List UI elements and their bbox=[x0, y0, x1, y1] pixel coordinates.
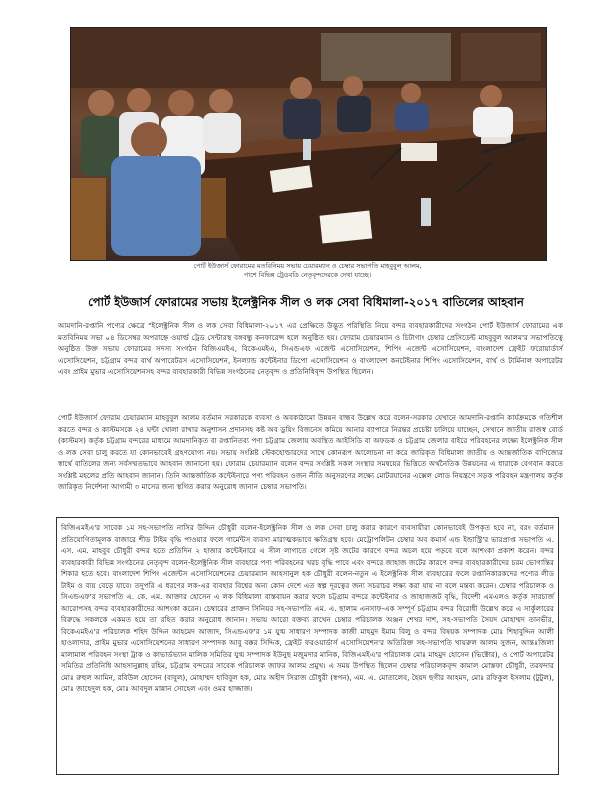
meeting-photo bbox=[70, 27, 547, 261]
caption-line-2: পাশে বিভিন্ন ট্রেডবডি নেতৃবৃন্দদেরকে দেখা যাচ্ছে। bbox=[243, 271, 372, 279]
photo-caption bbox=[70, 262, 545, 280]
meeting-photo-illustration bbox=[71, 28, 546, 260]
paragraph-2: পোর্ট ইউজার্স ফোরাম চেয়ারম্যান মাহবুবুল আলম বর্তমান সরকারকে ব্যবসা ও অবকাঠামো উন্নয়ন বান্ধব উল্লেখ করে বলেন-সরকার যেখানে আমদানি-রপ্তানি কার্যক্রমকে গতিশীল করতে বন্দর ও কাস্টমসকে ২৪ ঘন্টা খোলা রাখার অনুশাসন প্রদানসহ কষ্ট অব ডুয়িং বিজনেস কমিয়ে আনার ব্যাপারে নিরন্তর প্রচেষ্টা চালিয়ে যাচ্ছেন, সেখানে জাতীয় রাজস্ব বোর্ড (কাস্টমস) কর্তৃক চট্টগ্রাম বন্দরের মাধ্যমে আমদানিকৃত বা রপ্তানিতব্য পণ্য চট্টগ্রাম জেলায় অবস্থিত আইসিডি বা অফডক ও চট্টগ্রাম জেলার বাইরে পরিবহনের লক্ষ্যে ইলেক্ট্রনিক সীল ও লক সেবা চালু করতে যা কোনভাবেই গ্রহণযোগ্য নয়। সভায় সংশ্লিষ্ট স্টেকহোল্ডারদের সাথে কোনরূপ আলোচনা না করে জারিকৃত বিধিমালা জাতীয় ও আন্তর্জাতিক বাণিজ্যের স্বার্থে বাতিলের জন্য সর্বসম্মতভাবে আহবান জানানো হয়। ফোরাম চেয়ারম্যান বলেন বন্দর সংশ্লিষ্ট সকল সংস্থার সমন্বয়ের ভিত্তিতে অর্থনৈতিক উন্নয়নের এ ধারাকে বেগবান করতে সংশ্লিষ্ট মহলের প্রতি আহবান জানান। তিনি আন্তর্জাতিক কন্টেইনারে পণ্য পরিবহন ওজন নীতি অনুসরণের লক্ষ্যে মোটরযানের এক্সেল লোড নিয়ন্ত্রণে সড়ক পরিবহন মন্ত্রণালয় কর্তৃক জারিকৃত নির্দেশনা আগামী ৩ মাসের জন্য স্থগিত করার অনুরোধ জানান চেম্বার সভাপতি। bbox=[58, 413, 563, 491]
caption-line-1: পোর্ট ইউজার্স ফোরামের মতবিনিময় সভায় চেয়ারম্যান ও চেম্বার সভাপতি মাহবুবুল আলম, bbox=[193, 262, 422, 270]
article-headline: পোর্ট ইউজার্স ফোরামের সভায় ইলেক্ট্রনিক সীল ও লক সেবা বিধিমালা-২০১৭ বাতিলের আহবান bbox=[88, 295, 524, 309]
paragraph-3: বিজিএমইএ'র সাবেক ১ম সহ-সভাপতি নাসির উদ্দিন চৌধুরী বলেন-ইলেক্ট্রনিক সীল ও লক সেবা চালু করার কারণে ব্যবসায়ীরা কোনভাবেই উপকৃত হবে না, বরং বর্তমান প্রতিযোগিতামূলক বাজারে শীড টাইম বৃদ্ধি পাওয়ার ফলে গার্মেন্টস ব্যবসা মারাত্মকভাবে ক্ষতিগ্রস্থ হবে। মেট্রোপলিটন চেম্বার অব কমার্স এন্ড ইন্ডাস্ট্রি'র ভারপ্রাপ্ত সভাপতি এ. এস. এম. মাহবুব চৌধুরী বন্দর হতে প্রতিদিন ২ হাজার কন্টেইনারে এ সীল লাগাতে গেলে সৃষ্ট জটের কারণে বন্দর অচল হয়ে পড়বে বলে আশংকা প্রকাশ করেন। বন্দর ব্যবহারকারী বিভিন্ন সংগঠনের নেতৃবৃন্দ বলেন-ইলেক্ট্রনিক সীল ব্যবহারে পণ্য পরিবহনের খরচ বৃদ্ধি পাবে এবং বন্দরে জাহাজ জটের কারণে বন্দর ব্যবহারকারীদের চরম ভোগান্তির শিকার হতে হবে। বাংলাদেশ শিপিং এজেন্টস এসোসিয়েশনের চেয়ারম্যান আহসানুল হক চৌধুরী বলেন-নতুন এ ইলেক্ট্রনিক সীল ব্যবহারের ফলে রপ্তানিকারকদের পণ্যের লীড টাইম ও ব্যয় বেড়ে যাবে। তদুপরি এ ধরণের লক-এর ব্যবহার বিশ্বের অন্য কোন দেশে এত স্বল্প দূরত্বের জন্য সচরাচর লক্ষ্য করা যায় না বলে মন্তব্য করেন। চেম্বার পরিচালক ও সিএন্ডএফ'র সভাপতি এ. কে. এম. আক্তার হোসেন এ লক বিধিমালা বাস্তবায়ন করার ফলে চট্টগ্রাম বন্দরে কন্টেইনার ও জাহাজজট বৃদ্ধি, বিদেশী এমএলও কর্তৃক সারচার্জ আরোপসহ বন্দর ব্যবহারকারীদের আশংকা করেন। চেম্বারের প্রাক্তন সিনিয়র সহ-সভাপতি এম. এ. ছালাম এনসাফ-এক সম্পূর্ণ চট্টগ্রাম বন্দর বিরোধী উল্লেখ করে এ সার্কুলারের বিরুদ্ধে সকলকে একমত হয়ে তা রহিত করার অনুরোধ জানান। সভায় আরো বক্তব্য রাখেন চেম্বার পরিচালক অঞ্জন শেখর দাশ, সহ-সভাপতি সৈয়দ মোহাম্মদ তানভীর, বিকেএমইএ'র পরিচালক শহিদ উদ্দিন আহমেদ আজাদ, সিএন্ডএফ'র ১ম যুগ্ম সাধারণ সম্পাদক কাজী মাহমুদ ইমাম বিলু ও বন্দর বিষয়ক সম্পাদক মোঃ শিহাবুদ্দিন আলী হাওলাদার, প্রাইম মুভার এসোসিয়েশনের সাধারণ সম্পাদক আবু বক্কর সিদ্দিক, ফ্রেইট ফরওয়ার্ডার্স এসোসিয়েশন'র অতিরিক্ত সহ-সভাপতি খায়রুল আলম সুজন, আন্তঃজিলা মালামাল পরিবহন সংস্থা ট্রাক ও কাভার্ডভ্যান মালিক সমিতির যুগ্ম সম্পাদক ইউনুছ মজুমদার মানিক, বিজিএমইএ'র পরিচালক মোঃ মাহমুদ হোসেন (ভিক্টোর), ও পোর্ট অপারেটর সমিতির প্রতিনিধি আহসানুল্লাহ রহিম, চট্টগ্রাম বন্দরের সাবেক পরিচালক জাফর আলম প্রমুখ। এ সময় উপস্থিত ছিলেন চেম্বার পরিচালকবৃন্দ কামাল মোস্তফা চৌধুরী, তরফদার মোঃ রুহুল আমিন, রবিউল হোসেন (বাবুল), মোহাম্মদ হাবিবুল হক, মোঃ অহীদ সিরাজ চৌধুরী (স্বপন), এম. এ. মোতালেব, হৈয়দ ছগীর আহমদ, মোঃ রফিকুল ইসলাম (টুটুল), মোঃ জাহেদুল হক, মোঃ আবদুল মান্নান সোহেল এবং ওমর হাজ্জাজ। bbox=[61, 523, 554, 693]
boxed-paragraph bbox=[56, 517, 559, 775]
paragraph-1: আমদানি-রপ্তানি পণ্যের ক্ষেত্রে "ইলেক্ট্রনিক সীল ও লক সেবা বিধিমালা-২০১৭ এর প্রেক্ষিতে উদ্ভূত পরিস্থিতি নিয়ে বন্দর ব্যবহারকারীদের সংগঠন পোর্ট ইউজার্স ফোরামের এক মতবিনিময় সভা ০৪ ডিসেম্বর অপরাহ্নে ওয়ার্ল্ড ট্রেড সেন্টারস্থ বঙ্গবন্ধু কনফারেন্স হলে অনুষ্ঠিত হয়। ফোরাম চেয়ারম্যান ও চিটাগাং চেম্বার প্রেসিডেন্ট মাহবুবুল আলম'র সভাপতিত্বে অনুষ্ঠিত উক্ত সভায় ফোরামের সদস্য সংগঠন বিজিএমইএ, বিকেএমইএ, সিএন্ডএফ এজেন্ট এসোসিয়েশন, শিপিং এজেন্ট এসোসিয়েশন, বাংলাদেশ ফ্রেইট ফরোয়ার্ডার্স এসোসিয়েশন, চট্টগ্রাম বন্দর বার্থ অপারেটরস এসোসিয়েশন, ইনল্যান্ড কন্টেইনার ডিপো এসোসিয়েশন ও বাংলাদেশ কনটেইনার শিপিং এসোসিয়েশন, বার্থ ও টার্মিনাল অপারেটর এবং প্রাইম মুভার এসোসিয়েশনসহ বন্দর ব্যবহারকারী বিভিন্ন সংগঠনের নেতৃবৃন্দ ও প্রতিনিধিবৃন্দ উপস্থিত ছিলেন। bbox=[58, 321, 563, 376]
